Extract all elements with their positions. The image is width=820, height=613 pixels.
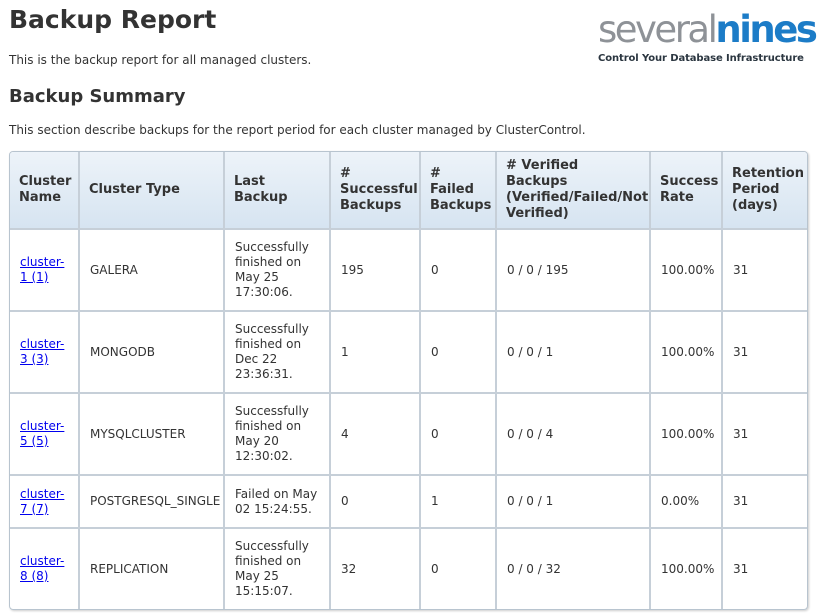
section-title: Backup Summary xyxy=(9,86,186,107)
cell-success-rate: 0.00% xyxy=(650,475,722,528)
cell-last-backup: Successfully finished on May 20 12:30:02. xyxy=(224,393,330,475)
cell-successful: 195 xyxy=(330,229,420,311)
intro-text: This is the backup report for all managed clusters. xyxy=(9,53,312,67)
cluster-link[interactable]: cluster-8 (8) xyxy=(20,554,65,583)
header-success-rate: Success Rate xyxy=(650,152,722,229)
table-row xyxy=(10,528,807,609)
cell-retention: 31 xyxy=(722,311,807,393)
cell-last-backup: Successfully finished on May 25 15:15:07. xyxy=(224,528,330,609)
cell-success-rate: 100.00% xyxy=(650,393,722,475)
header-verified-backups: # Verified Backups (Verified/Failed/Not Verified) xyxy=(496,152,650,229)
cell-successful: 4 xyxy=(330,393,420,475)
section-description: This section describe backups for the report period for each cluster managed by ClusterControl. xyxy=(9,123,586,137)
table-row xyxy=(10,475,807,528)
cell-successful: 0 xyxy=(330,475,420,528)
cell-cluster-type: POSTGRESQL_SINGLE xyxy=(79,475,224,528)
cell-retention: 31 xyxy=(733,561,749,576)
header-failed-backups: # Failed Backups xyxy=(420,152,496,229)
cell-verified: 0 / 0 / 1 xyxy=(496,475,650,528)
cluster-link[interactable]: cluster-7 (7) xyxy=(20,486,65,516)
cell-cluster-name xyxy=(10,229,79,311)
cell-last-backup: Successfully finished on Dec 22 23:36:31. xyxy=(224,311,330,393)
cell-verified: 0 / 0 / 195 xyxy=(496,229,650,311)
cell-cluster-type: MONGODB xyxy=(79,311,224,393)
cell-successful: 1 xyxy=(330,311,420,393)
cluster-link[interactable]: cluster-5 (5) xyxy=(20,419,65,448)
cell-verified: 0 / 0 / 32 xyxy=(496,528,650,609)
cell-last-backup: Failed on May 02 15:24:55. xyxy=(224,475,330,528)
logo-tagline: Control Your Database Infrastructure xyxy=(598,53,804,64)
header-last-backup: Last Backup xyxy=(224,152,330,229)
cell-cluster-name xyxy=(10,528,79,609)
table-row xyxy=(10,393,807,475)
table-row xyxy=(10,229,807,311)
cell-successful: 32 xyxy=(330,528,420,609)
cell-failed: 0 xyxy=(420,229,496,311)
cell-failed: 0 xyxy=(420,311,496,393)
cell-failed: 0 xyxy=(420,393,496,475)
header-cluster-type: Cluster Type xyxy=(79,152,224,229)
table-header-row xyxy=(10,152,807,229)
cell-cluster-name xyxy=(10,475,79,528)
cell-last-backup: Successfully finished on May 25 17:30:06. xyxy=(224,229,330,311)
cell-cluster-type: MYSQLCLUSTER xyxy=(79,393,224,475)
header-successful-backups: # Successful Backups xyxy=(330,152,420,229)
logo-word-nines: nines xyxy=(715,8,816,51)
cell-success-rate: 100.00% xyxy=(650,311,722,393)
page-title: Backup Report xyxy=(9,5,217,34)
header-retention-period: Retention Period (days) xyxy=(722,152,807,229)
logo-wordmark xyxy=(598,8,816,51)
cluster-link[interactable]: cluster-3 (3) xyxy=(20,337,65,366)
cell-retention: 31 xyxy=(722,475,807,528)
header-cluster-name: Cluster Name xyxy=(10,152,79,229)
table-row xyxy=(10,311,807,393)
cell-failed: 1 xyxy=(420,475,496,528)
cell-retention: 31 xyxy=(722,393,807,475)
cell-success-rate: 100.00% xyxy=(650,528,722,609)
cell-success-rate: 100.00% xyxy=(650,229,722,311)
cell-cluster-name xyxy=(10,311,79,393)
cell-verified: 0 / 0 / 4 xyxy=(496,393,650,475)
cluster-link[interactable]: cluster-1 (1) xyxy=(20,255,65,284)
cell-cluster-type: REPLICATION xyxy=(79,528,224,609)
backup-summary-table-wrapper xyxy=(9,151,808,610)
cell-verified: 0 / 0 / 1 xyxy=(496,311,650,393)
cell-cluster-type: GALERA xyxy=(79,229,224,311)
cell-retention: 31 xyxy=(722,229,807,311)
severalnines-logo xyxy=(598,8,816,68)
cell-cluster-name xyxy=(10,393,79,475)
logo-word-several: several xyxy=(598,8,716,51)
cell-failed: 0 xyxy=(420,528,496,609)
backup-summary-table xyxy=(10,152,807,609)
